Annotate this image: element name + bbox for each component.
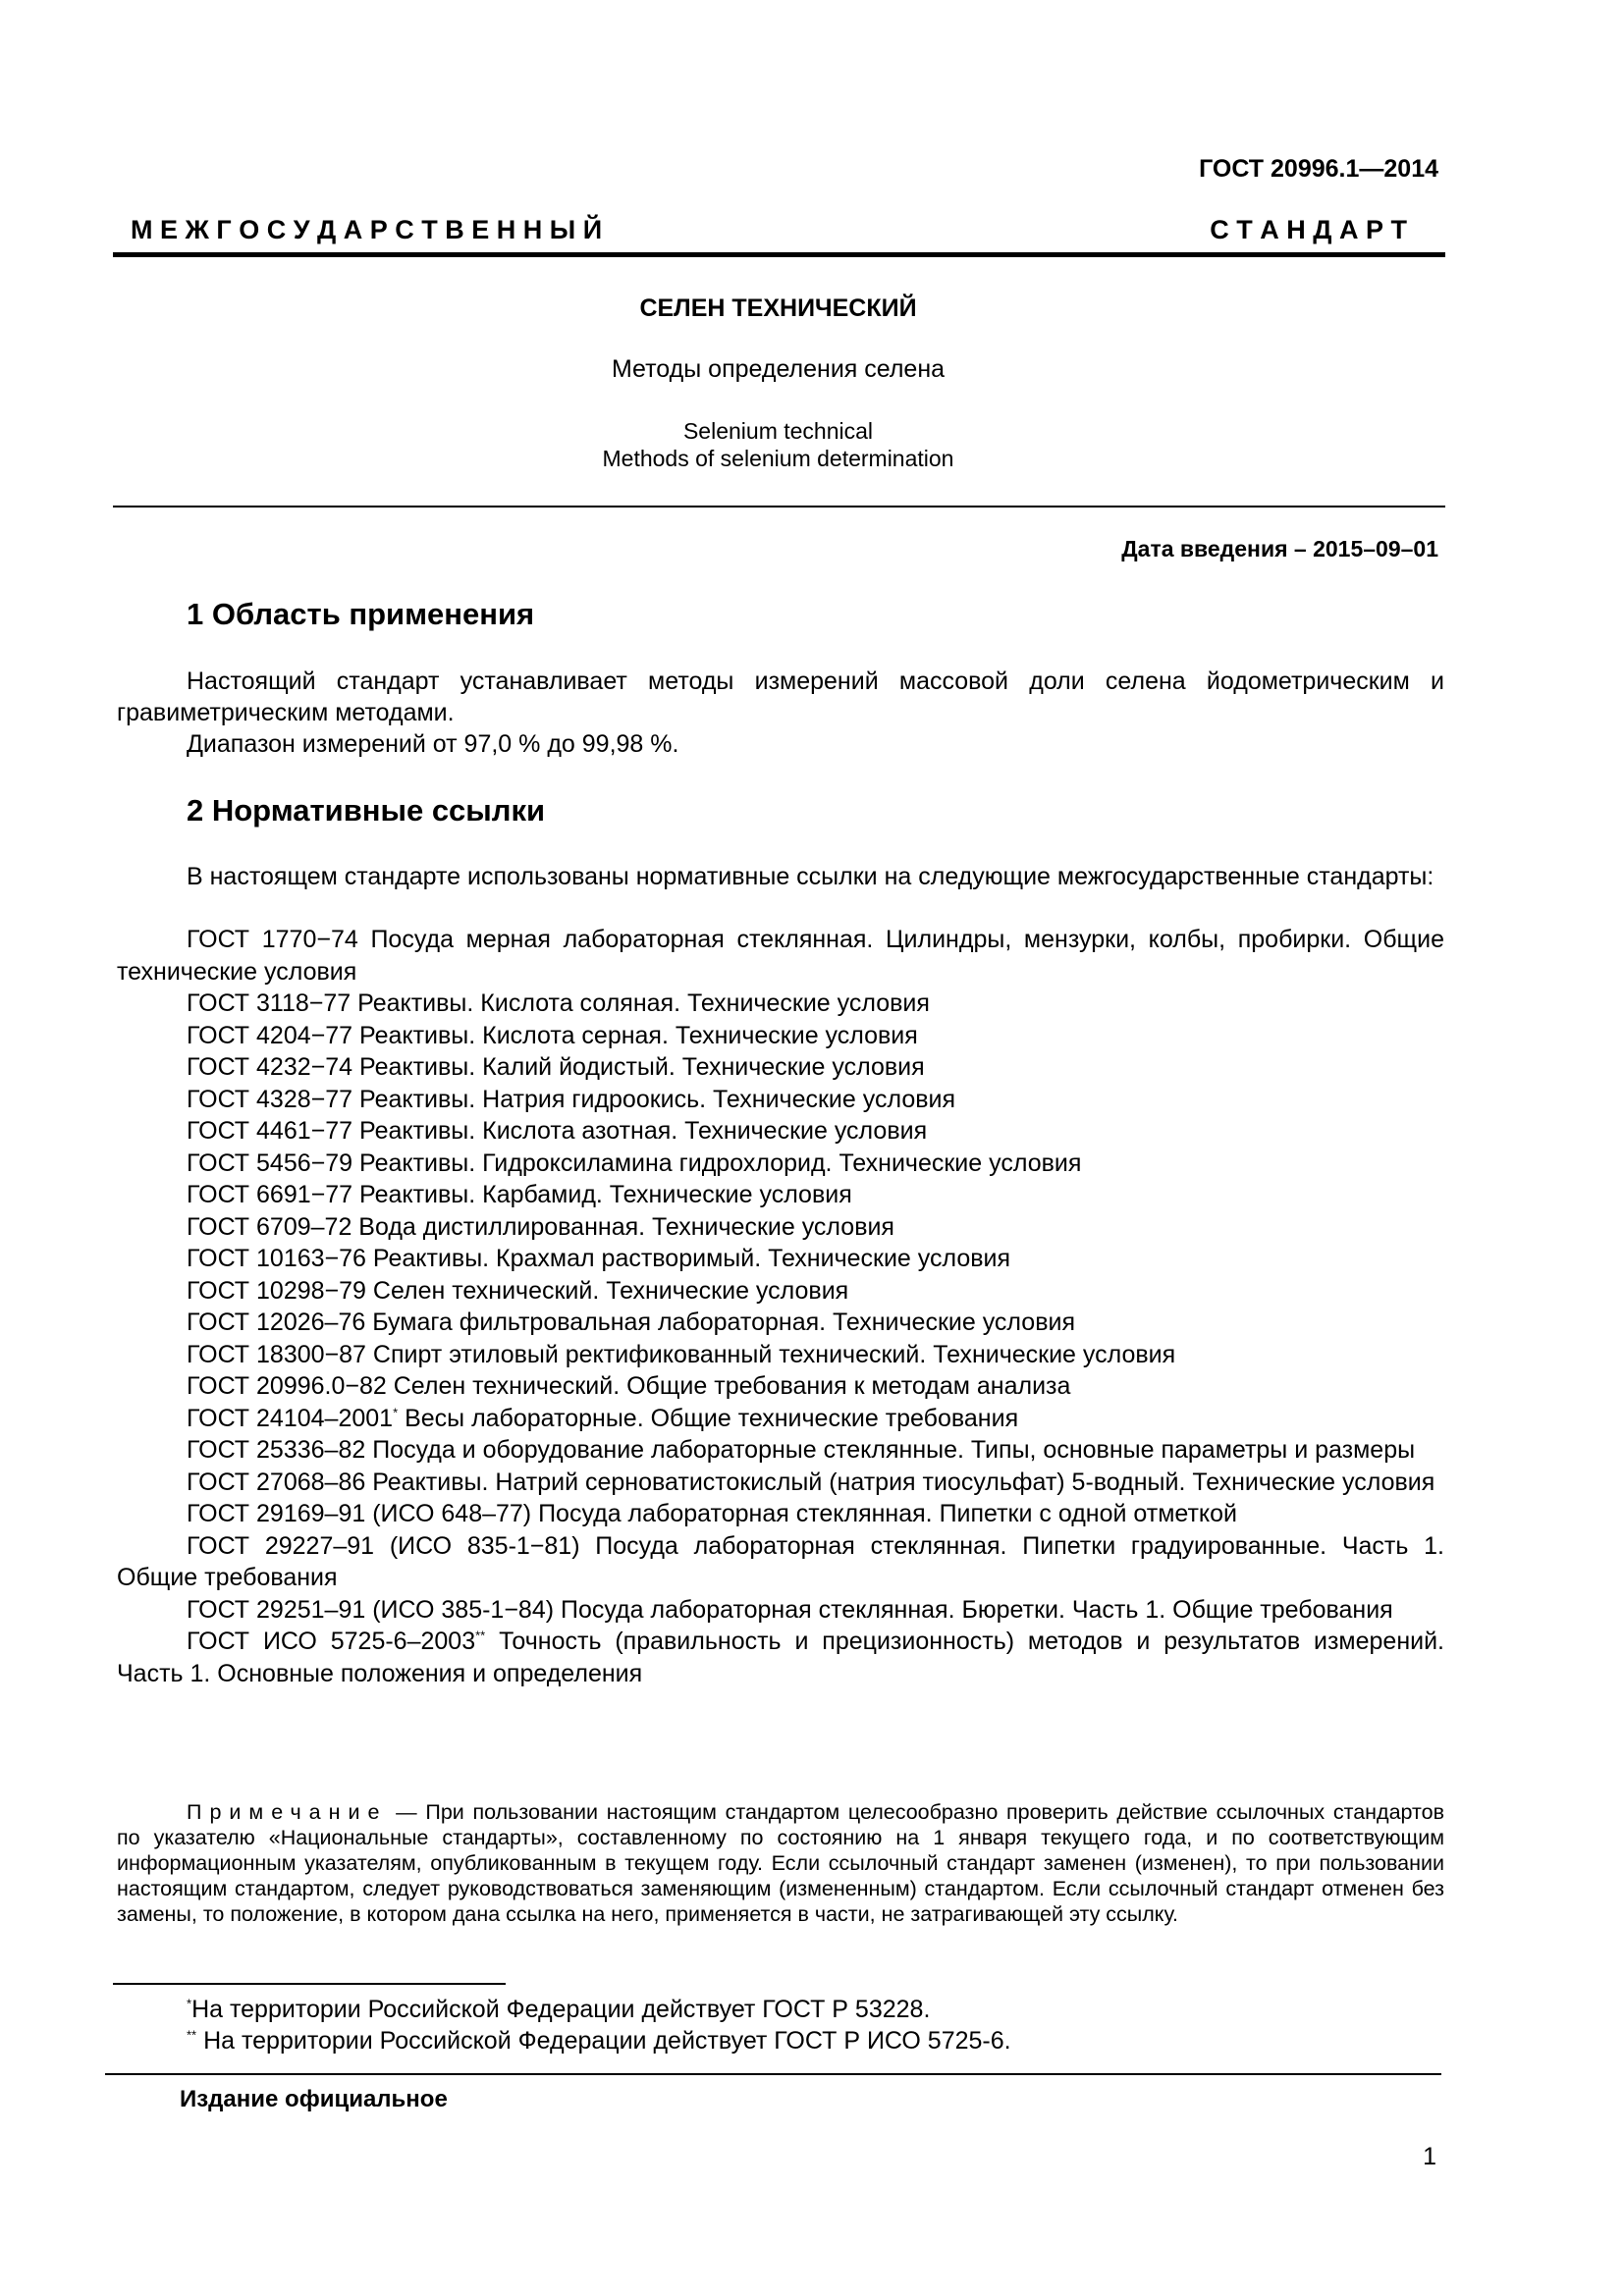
reference-item: ГОСТ 5456−79 Реактивы. Гидроксиламина гидрохлорид. Технические условия <box>187 1148 1082 1177</box>
section-1-body <box>117 666 1444 760</box>
document-title: СЕЛЕН ТЕХНИЧЕСКИЙ <box>639 294 917 322</box>
reference-item: ГОСТ 27068–86 Реактивы. Натрий серноватистокислый (натрия тиосульфат) 5-водный. Технические условия <box>187 1468 1435 1496</box>
reference-item: ГОСТ 29169–91 (ИСО 648–77) Посуда лабораторная стеклянная. Пипетки с одной отметкой <box>187 1500 1238 1527</box>
standard-type-header <box>131 215 1407 245</box>
header-rule <box>113 252 1445 257</box>
section-2-heading: 2 Нормативные ссылки <box>187 793 546 828</box>
footer-rule <box>105 2073 1441 2075</box>
reference-item: ГОСТ 18300−87 Спирт этиловый ректификованный технический. Технические условия <box>187 1340 1176 1368</box>
page-number: 1 <box>1423 2143 1436 2170</box>
english-title-line-2: Methods of selenium determination <box>602 446 954 471</box>
edition-label: Издание официальное <box>180 2086 448 2112</box>
english-title <box>0 417 1556 472</box>
reference-item-iso <box>117 1626 1444 1689</box>
reference-item: ГОСТ 4232−74 Реактивы. Калий йодистый. Технические условия <box>187 1053 925 1081</box>
footnote-1 <box>117 1994 1011 2025</box>
footnote-1-text: На территории Российской Федерации действует ГОСТ Р 53228. <box>191 1996 931 2023</box>
section-1-para-2: Диапазон измерений от 97,0 % до 99,98 %. <box>187 730 679 758</box>
footnote-2 <box>117 2025 1011 2056</box>
section-1-para-1: Настоящий стандарт устанавливает методы измерений массовой доли селена йодометрическим и гравиметрическим методами. <box>117 667 1444 726</box>
section-2-intro-text: В настоящем стандарте использованы нормативные ссылки на следующие межгосударственные стандарты: <box>187 863 1434 890</box>
reference-item: ГОСТ 20996.0−82 Селен технический. Общие требования к методам анализа <box>187 1372 1071 1400</box>
note-label: Примечание <box>187 1800 388 1824</box>
reference-item: ГОСТ 4461−77 Реактивы. Кислота азотная. Технические условия <box>187 1117 928 1145</box>
footnote-marker: * <box>393 1405 399 1420</box>
introduction-date: Дата введения – 2015–09–01 <box>1121 536 1438 561</box>
footnote-2-mark: ** <box>187 2027 197 2043</box>
reference-item: ГОСТ 6709–72 Вода дистиллированная. Технические условия <box>187 1212 894 1241</box>
standard-type-word-2: С Т А Н Д А Р Т <box>1210 215 1407 244</box>
section-1-heading: 1 Область применения <box>187 597 535 631</box>
reference-item-24104 <box>117 1403 1444 1435</box>
document-subtitle: Методы определения селена <box>611 355 946 383</box>
reference-item: ГОСТ 4204−77 Реактивы. Кислота серная. Технические условия <box>187 1021 918 1049</box>
footnotes <box>117 1994 1011 2056</box>
reference-24104-code: ГОСТ 24104–2001 <box>187 1404 394 1432</box>
reference-item: ГОСТ 4328−77 Реактивы. Натрия гидроокись. Технические условия <box>187 1085 956 1113</box>
reference-item: ГОСТ 10298−79 Селен технический. Технические условия <box>187 1276 849 1305</box>
gost-number: ГОСТ 20996.1—2014 <box>1199 155 1438 183</box>
reference-item: ГОСТ 1770−74 Посуда мерная лабораторная стеклянная. Цилиндры, мензурки, колбы, пробирки. Общие технические условия <box>117 926 1444 986</box>
reference-item: ГОСТ 3118−77 Реактивы. Кислота соляная. Технические условия <box>187 989 930 1017</box>
reference-item: ГОСТ 6691−77 Реактивы. Карбамид. Технические условия <box>187 1181 852 1208</box>
reference-24104-title: Весы лабораторные. Общие технические требования <box>398 1404 1019 1432</box>
reference-iso-title: Точность (правильность и прецизионность) методов и результатов измерений. Часть 1. Основные положения и определения <box>117 1628 1444 1687</box>
reference-item: ГОСТ 29251–91 (ИСО 385-1−84) Посуда лабораторная стеклянная. Бюретки. Часть 1. Общие требования <box>187 1595 1393 1624</box>
reference-item: ГОСТ 29227–91 (ИСО 835-1−81) Посуда лабораторная стеклянная. Пипетки градуированные. Часть 1. Общие требования <box>117 1531 1444 1591</box>
footnote-marker: ** <box>475 1628 486 1643</box>
reference-item: ГОСТ 10163−76 Реактивы. Крахмал растворимый. Технические условия <box>187 1245 1011 1272</box>
reference-iso-code: ГОСТ ИСО 5725-6–2003 <box>187 1628 476 1655</box>
footnote-rule <box>113 1983 506 1985</box>
title-rule <box>113 506 1445 507</box>
section-2-intro <box>117 861 1444 892</box>
note-block <box>117 1799 1444 1927</box>
reference-item: ГОСТ 12026–76 Бумага фильтровальная лабораторная. Технические условия <box>187 1308 1075 1336</box>
reference-item: ГОСТ 25336–82 Посуда и оборудование лабораторные стеклянные. Типы, основные параметры и размеры <box>187 1436 1416 1464</box>
note-text: — При пользовании настоящим стандартом целесообразно проверить действие ссылочных стандартов по указателю «Национальные стандарты», составленному по состоянию на 1 января текущего года, и по соответствующим информационным указателям, опубликованным в текущем году. Если ссылочный стандарт заменен (изменен), то при пользовании настоящим стандартом, следует руководствоваться заменяющим (измененным) стандартом. Если ссылочный стандарт отменен без замены, то положение, в котором дана ссылка на него, применяется в части, не затрагивающей эту ссылку. <box>117 1800 1444 1926</box>
footnote-1-mark: * <box>187 1996 192 2011</box>
footnote-2-text: На территории Российской Федерации действует ГОСТ Р ИСО 5725-6. <box>196 2027 1011 2055</box>
normative-references-list <box>117 924 1444 1689</box>
standard-type-word-1: М Е Ж Г О С У Д А Р С Т В Е Н Н Ы Й <box>131 215 603 244</box>
english-title-line-1: Selenium technical <box>682 418 874 444</box>
